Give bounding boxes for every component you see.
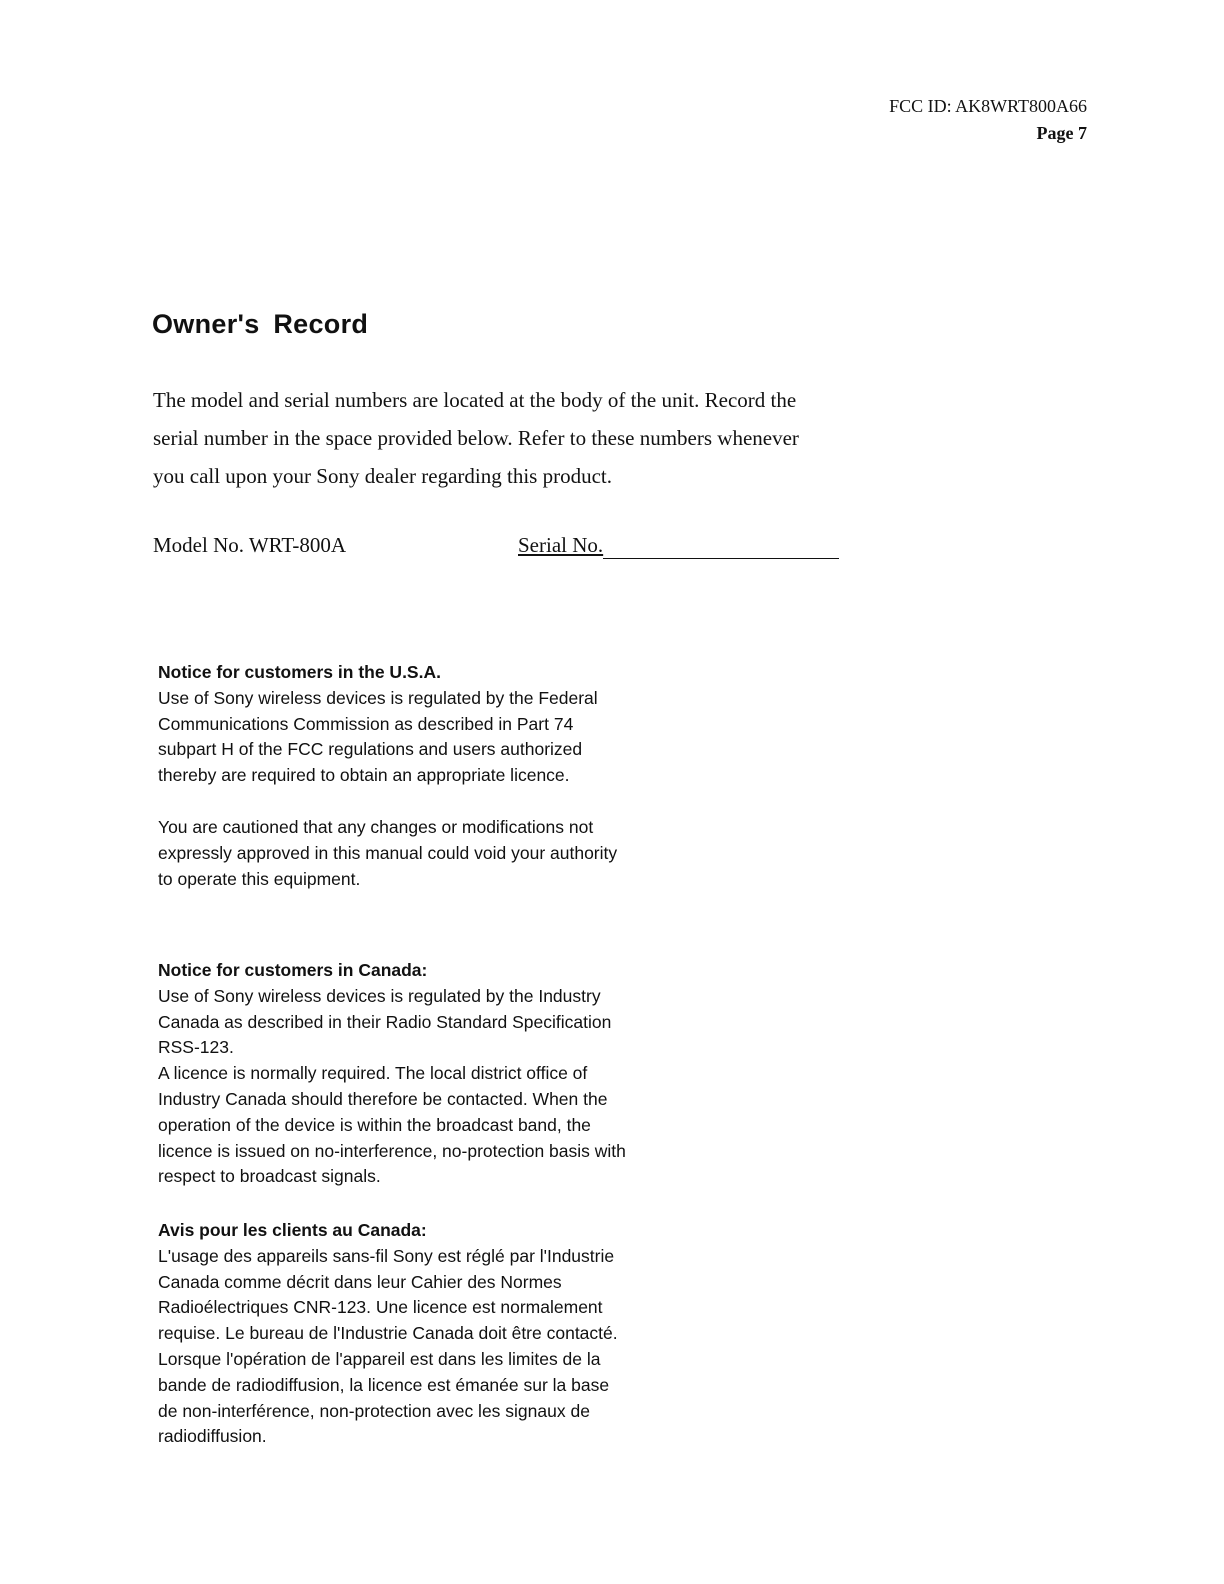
notice-usa (158, 660, 758, 892)
model-number: Model No. WRT-800A (153, 533, 346, 557)
text-line: respect to broadcast signals. (158, 1166, 381, 1187)
text-line: operation of the device is within the broadcast band, the (158, 1114, 591, 1135)
text-line: Lorsque l'opération de l'appareil est dans les limites de la (158, 1348, 601, 1369)
notice-canada-french (158, 1218, 758, 1450)
intro-line: The model and serial numbers are located at the body of the unit. Record the (153, 388, 797, 412)
text-line: licence is issued on no-interference, no-protection basis with (158, 1140, 626, 1161)
page-header (889, 93, 1087, 147)
text-line: thereby are required to obtain an appropriate licence. (158, 765, 570, 786)
text-line: requise. Le bureau de l'Industrie Canada doit être contacté. (158, 1323, 618, 1344)
intro-line: serial number in the space provided below. Refer to these numbers whenever (153, 426, 799, 450)
text-line: A licence is normally required. The local district office of (158, 1063, 588, 1084)
text-line: Radioélectriques CNR-123. Une licence est normalement (158, 1297, 603, 1318)
fcc-id: FCC ID: AK8WRT800A66 (889, 96, 1087, 116)
text-line: to operate this equipment. (158, 868, 361, 889)
serial-field (518, 533, 839, 559)
text-line: subpart H of the FCC regulations and users authorized (158, 739, 583, 760)
text-line: Canada comme décrit dans leur Cahier des Normes (158, 1271, 562, 1292)
serial-blank-line (603, 533, 839, 559)
intro-line: you call upon your Sony dealer regarding this product. (153, 464, 612, 488)
text-line: de non-interférence, non-protection avec les signaux de (158, 1400, 590, 1421)
text-line: Use of Sony wireless devices is regulated by the Industry (158, 985, 601, 1006)
notice-french-paragraph (158, 1244, 758, 1450)
text-line: expressly approved in this manual could void your authority (158, 842, 618, 863)
text-line: radiodiffusion. (158, 1426, 267, 1447)
text-line: Industry Canada should therefore be contacted. When the (158, 1088, 608, 1109)
notice-canada (158, 958, 758, 1190)
text-line: Canada as described in their Radio Standard Specification (158, 1011, 612, 1032)
text-line: You are cautioned that any changes or modifications not (158, 816, 594, 837)
text-line: Communications Commission as described in Part 74 (158, 713, 574, 734)
page-number: Page 7 (1036, 123, 1087, 143)
text-line: RSS-123. (158, 1037, 234, 1058)
owners-record-intro (153, 381, 893, 495)
owners-record-title: Owner's Record (152, 309, 369, 339)
notice-french-heading: Avis pour les clients au Canada: (158, 1220, 427, 1240)
notice-canada-paragraph (158, 984, 758, 1061)
notice-usa-heading: Notice for customers in the U.S.A. (158, 662, 441, 682)
text-line: Use of Sony wireless devices is regulated by the Federal (158, 687, 598, 708)
model-serial-row (153, 533, 873, 558)
serial-label: Serial No. (518, 533, 604, 557)
text-line: bande de radiodiffusion, la licence est émanée sur la base (158, 1374, 610, 1395)
notice-canada-licence (158, 1061, 758, 1190)
notice-usa-paragraph (158, 686, 758, 789)
notice-canada-heading: Notice for customers in Canada: (158, 960, 428, 980)
text-line: L'usage des appareils sans-fil Sony est réglé par l'Industrie (158, 1245, 615, 1266)
notice-usa-caution (158, 815, 758, 892)
